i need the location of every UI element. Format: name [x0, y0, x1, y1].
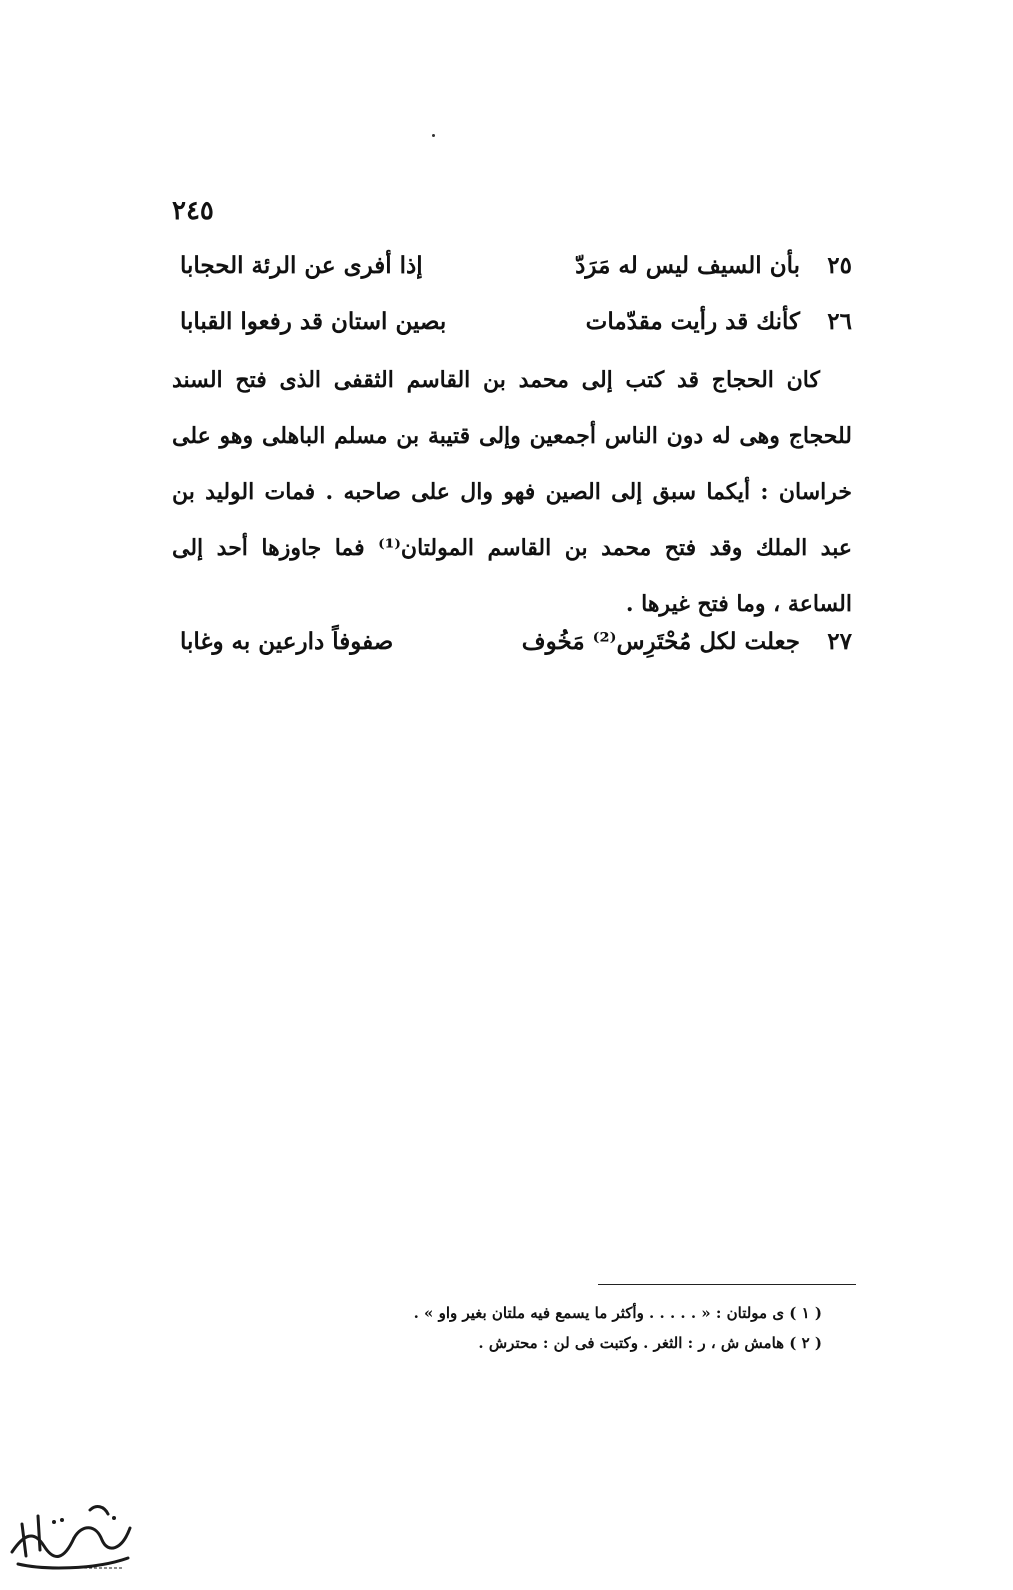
- verse-second-hemistich: صفوفاً دارعين به وغابا: [180, 628, 394, 655]
- prose-text: كان الحجاج قد كتب إلى محمد بن القاسم الثقفى الذى فتح السند للحجاج وهى له دون الناس أجمعين وإلى قتيبة بن مسلم الباهلى وهو على خراسان : أيكما سبق إلى الصين فهو وال على صاحبه . فمات الوليد بن عبد الملك وقد فتح محمد بن القاسم المولتان⁽¹⁾ فما جاوزها أحد إلى الساعة ، وما فتح غيرها .: [172, 367, 852, 617]
- page-number: ٢٤٥: [172, 196, 214, 226]
- verse-26: [180, 300, 852, 344]
- ink-speck: [432, 134, 435, 137]
- footnote-2: ( ٢ ) هامش ش ، ر : الثغر . وكتبت فى لن : محترش .: [478, 1334, 822, 1352]
- footnotes: [300, 1298, 822, 1358]
- verse-second-hemistich: إذا أفرى عن الرئة الحجابا: [180, 252, 423, 279]
- verse-first-hemistich: بأن السيف ليس له مَرَدّ: [575, 252, 800, 279]
- verse-number: ٢٦: [827, 308, 852, 335]
- footnote-separator: [598, 1284, 856, 1285]
- footnote-1: ( ١ ) ى مولتان : « . . . . . وأكثر ما يسمع فيه ملتان بغير واو » .: [413, 1304, 822, 1322]
- verse-number: ٢٧: [827, 628, 852, 655]
- verse-first-hemistich: جعلت لكل مُحْتَرِس⁽²⁾ مَخُوف: [521, 628, 800, 655]
- library-stamp-logo: [4, 1494, 139, 1574]
- verse-number: ٢٥: [827, 252, 852, 279]
- verse-first-hemistich: كأنك قد رأيت مقدّمات: [585, 308, 800, 335]
- verse-27: [180, 620, 852, 664]
- verse-25: [180, 244, 852, 288]
- verse-second-hemistich: بصين استان قد رفعوا القبابا: [180, 308, 447, 335]
- prose-paragraph: [172, 352, 852, 632]
